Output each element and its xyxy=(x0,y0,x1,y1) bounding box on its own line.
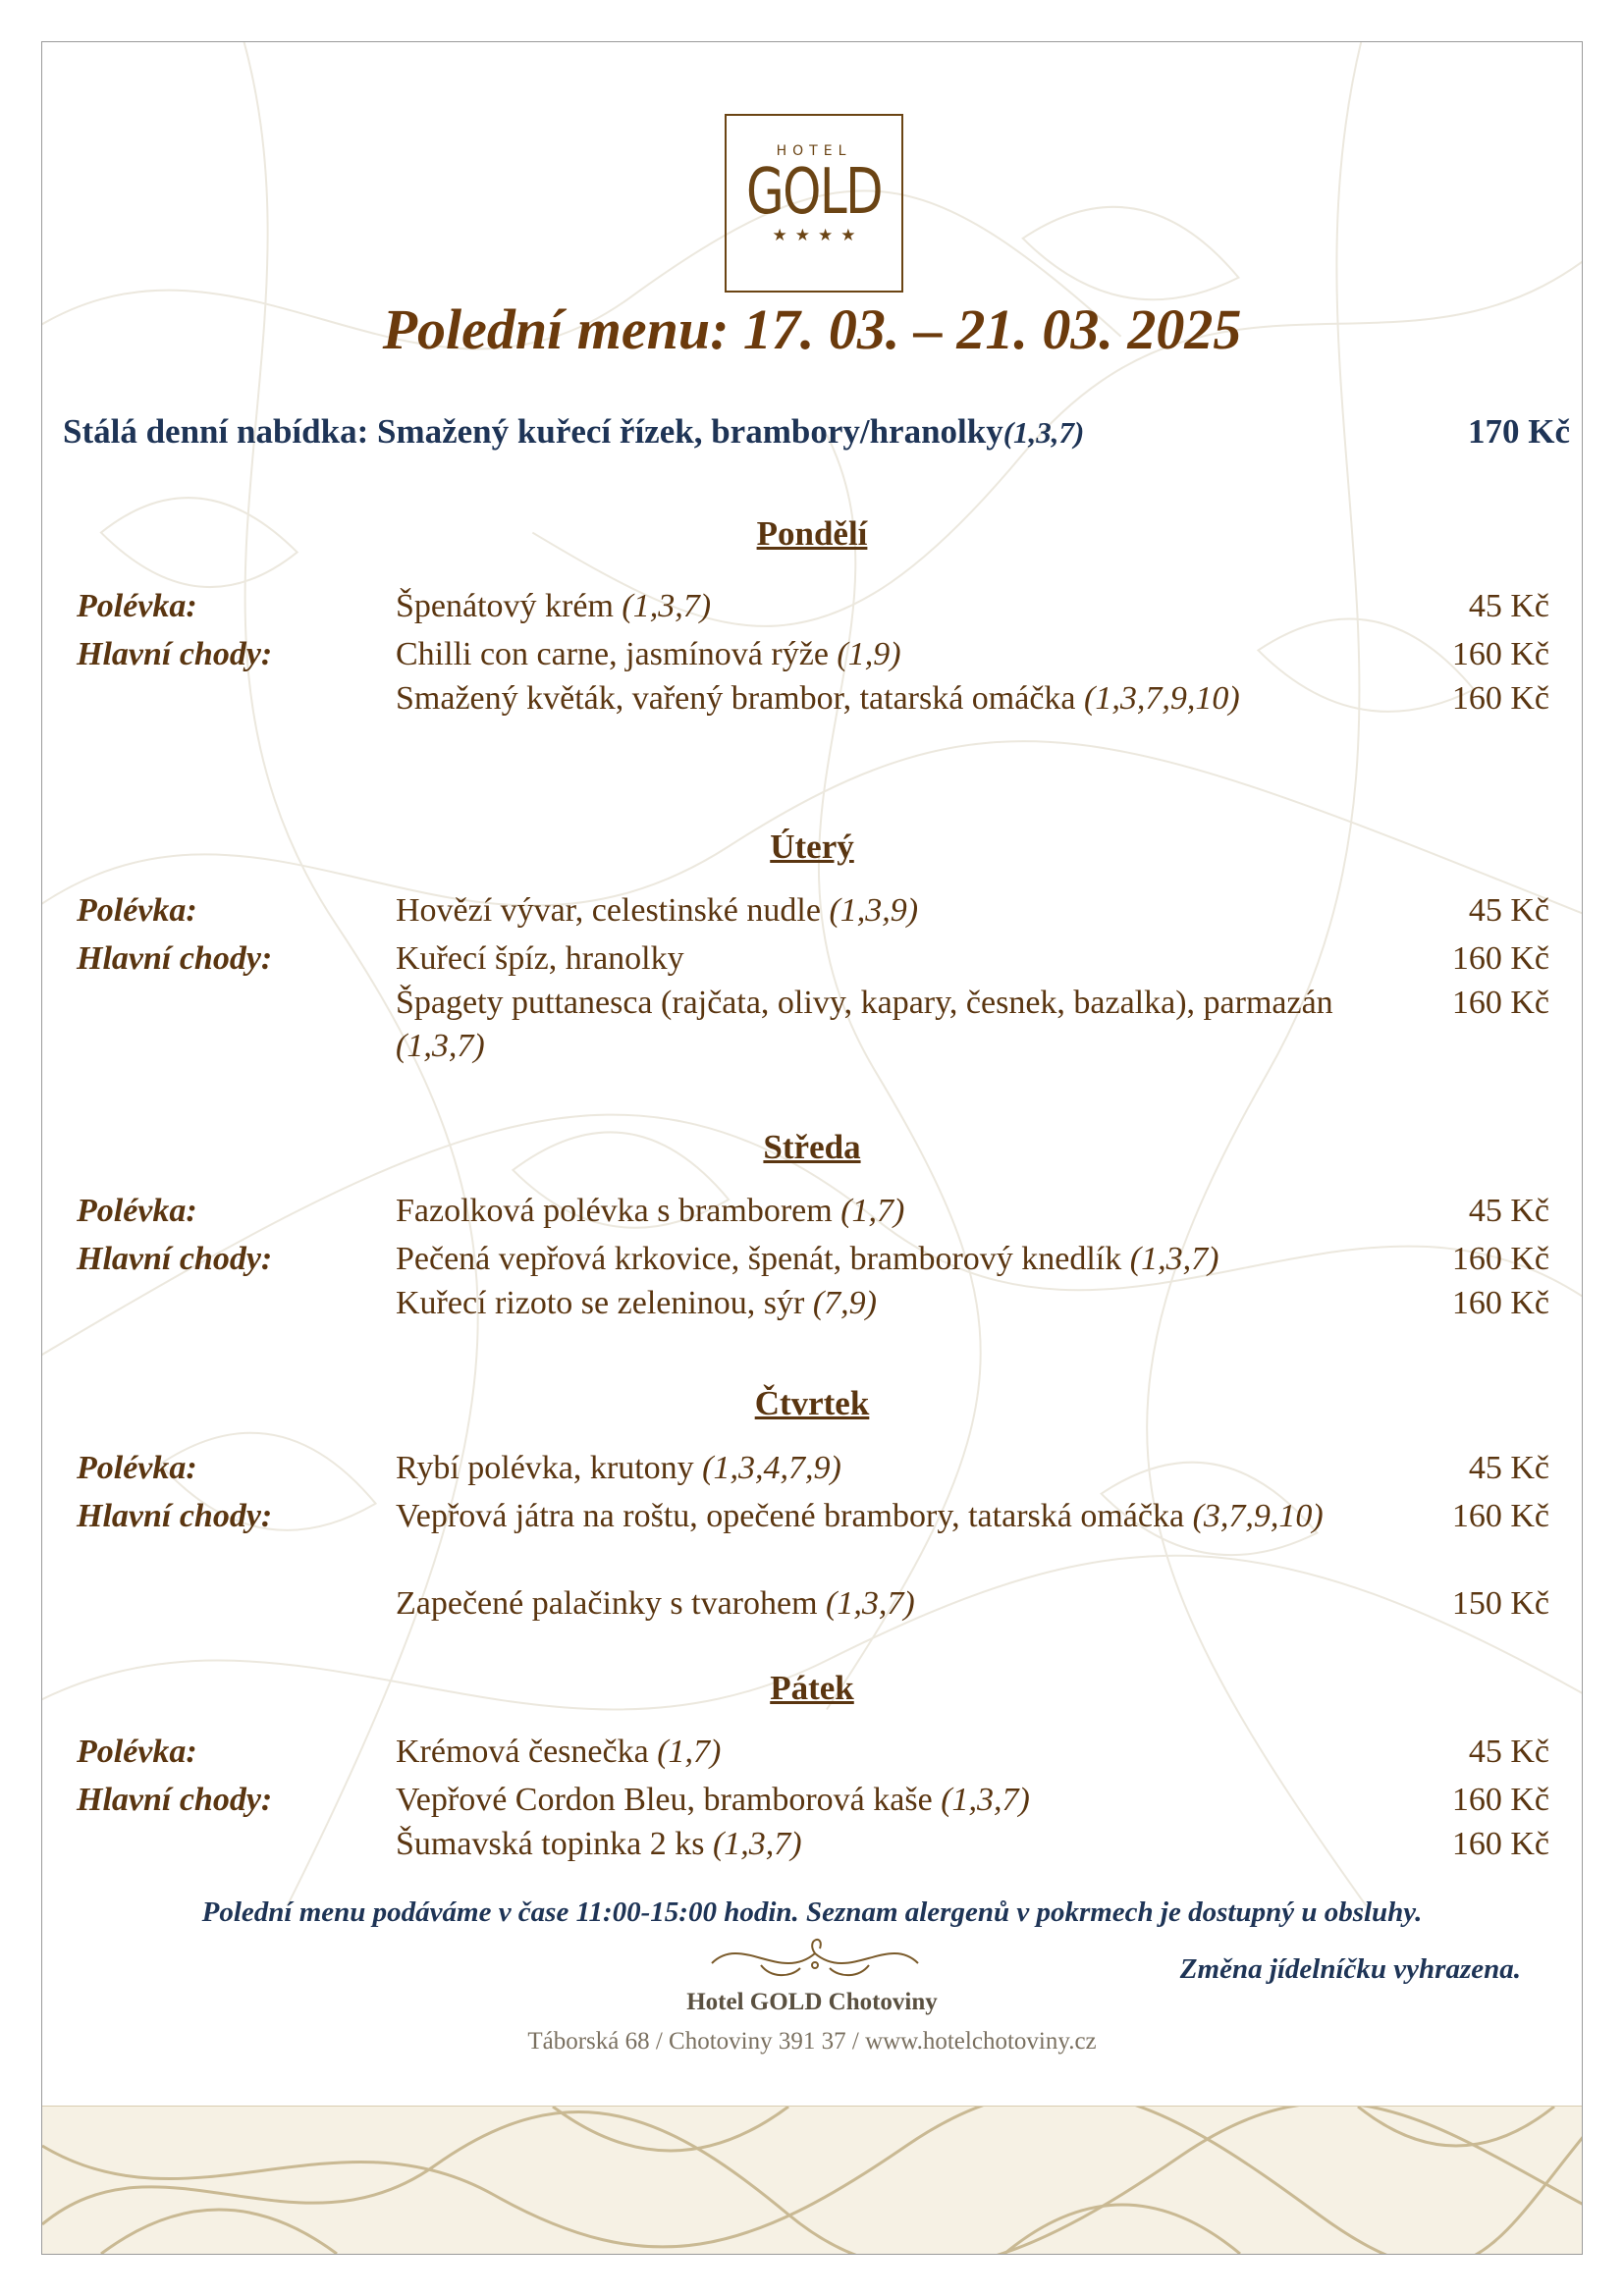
dish-price: 160 Kč xyxy=(1451,1826,1549,1862)
course-label: Polévka: xyxy=(77,1450,197,1486)
decorative-footer-band xyxy=(42,2106,1582,2254)
course-label: Polévka: xyxy=(77,1193,197,1229)
menu-change-note: Změna jídelníčku vyhrazena. xyxy=(1179,1953,1521,1985)
dish-name xyxy=(396,1779,1378,1822)
dish-allergens: (3,7,9,10) xyxy=(1192,1498,1324,1534)
logo-stars: ★★★★ xyxy=(772,226,864,244)
day-heading: Pátek xyxy=(770,1669,854,1707)
dish-name xyxy=(396,937,1378,981)
standing-offer-allergens: (1,3,7) xyxy=(1002,415,1085,450)
dish-price: 160 Kč xyxy=(1451,1782,1549,1818)
vine-pattern xyxy=(42,2107,1583,2254)
dish-allergens: (1,3,7) xyxy=(826,1585,915,1622)
footer-address: Táborská 68 / Chotoviny 391 37 / www.hotelchotoviny.cz xyxy=(527,2028,1097,2055)
dish-text: Vepřová játra na roštu, opečené brambory, tatarská omáčka xyxy=(396,1498,1193,1534)
dish-price: 45 Kč xyxy=(1468,588,1549,624)
dish-price: 160 Kč xyxy=(1451,985,1549,1021)
dish-text: Pečená vepřová krkovice, špenát, bramborový knedlík xyxy=(396,1241,1130,1277)
dish-name xyxy=(396,1190,1378,1233)
dish-name xyxy=(396,1282,1378,1325)
course-label: Hlavní chody: xyxy=(77,1782,273,1818)
dish-text: Hovězí vývar, celestinské nudle xyxy=(396,892,830,929)
dish-price: 160 Kč xyxy=(1451,636,1549,672)
dish-allergens: (1,3,7) xyxy=(396,1028,485,1064)
course-label: Hlavní chody: xyxy=(77,1498,273,1534)
dish-text: Vepřové Cordon Bleu, bramborová kaše xyxy=(396,1782,942,1818)
dish-text: Rybí polévka, krutony xyxy=(396,1450,703,1486)
dish-name xyxy=(396,1495,1378,1538)
dish-allergens: (1,3,7) xyxy=(1129,1241,1219,1277)
dish-allergens: (1,7) xyxy=(657,1734,722,1770)
serving-hours-note: Polední menu podáváme v čase 11:00-15:00 hodin. Seznam alergenů v pokrmech je dostupný u obsluhy. xyxy=(201,1896,1423,1928)
dish-price: 45 Kč xyxy=(1468,892,1549,929)
dish-price: 45 Kč xyxy=(1468,1450,1549,1486)
dish-allergens: (1,3,9) xyxy=(829,892,919,929)
day-heading: Úterý xyxy=(770,828,854,866)
dish-allergens: (7,9) xyxy=(812,1285,878,1321)
dish-name xyxy=(396,982,1378,1068)
standing-offer-price: 170 Kč xyxy=(1467,412,1570,451)
dish-allergens: (1,3,7,9,10) xyxy=(1084,680,1240,717)
course-label: Hlavní chody: xyxy=(77,636,273,672)
dish-price: 160 Kč xyxy=(1451,940,1549,977)
dish-name xyxy=(396,1238,1427,1281)
dish-price: 45 Kč xyxy=(1468,1193,1549,1229)
dish-text: Špagety puttanesca (rajčata, olivy, kapary, česnek, bazalka), parmazán xyxy=(396,985,1333,1021)
page-title: Polední menu: 17. 03. – 21. 03. 2025 xyxy=(382,297,1242,361)
dish-allergens: (1,7) xyxy=(840,1193,905,1229)
day-heading: Středa xyxy=(763,1128,861,1166)
hotel-gold-logo xyxy=(725,114,903,293)
course-label: Polévka: xyxy=(77,588,197,624)
dish-allergens: (1,3,7) xyxy=(941,1782,1030,1818)
dish-text: Zapečené palačinky s tvarohem xyxy=(396,1585,827,1622)
dish-name xyxy=(396,1731,1378,1774)
dish-price: 160 Kč xyxy=(1451,1498,1549,1534)
dish-allergens: (1,9) xyxy=(837,636,901,672)
day-heading: Pondělí xyxy=(756,514,868,553)
dish-name xyxy=(396,1447,1378,1490)
dish-text: Šumavská topinka 2 ks xyxy=(396,1826,713,1862)
dish-name xyxy=(396,633,1378,676)
dish-allergens: (1,3,4,7,9) xyxy=(702,1450,841,1486)
dish-text: Chilli con carne, jasmínová rýže xyxy=(396,636,838,672)
dish-name xyxy=(396,1823,1378,1866)
dish-price: 160 Kč xyxy=(1451,1241,1549,1277)
dish-allergens: (1,3,7) xyxy=(622,588,712,624)
course-label: Hlavní chody: xyxy=(77,1241,273,1277)
footer-hotel-name: Hotel GOLD Chotoviny xyxy=(686,1989,938,2015)
day-heading: Čtvrtek xyxy=(754,1384,870,1422)
dish-text: Kuřecí špíz, hranolky xyxy=(396,940,684,977)
dish-text: Fazolková polévka s bramborem xyxy=(396,1193,841,1229)
dish-text: Krémová česnečka xyxy=(396,1734,658,1770)
course-label: Polévka: xyxy=(77,1734,197,1770)
course-label: Polévka: xyxy=(77,892,197,929)
logo-hotel-text: HOTEL xyxy=(776,143,852,159)
dish-price: 45 Kč xyxy=(1468,1734,1549,1770)
course-label: Hlavní chody: xyxy=(77,940,273,977)
dish-name xyxy=(396,677,1378,721)
standing-offer xyxy=(63,412,1570,465)
dish-name xyxy=(396,1582,1378,1626)
dish-price: 160 Kč xyxy=(1451,680,1549,717)
flourish-ornament xyxy=(702,1924,928,1993)
logo-gold-text: GOLD xyxy=(746,156,882,229)
dish-price: 160 Kč xyxy=(1451,1285,1549,1321)
dish-text: Špenátový krém xyxy=(396,588,623,624)
dish-text: Kuřecí rizoto se zeleninou, sýr xyxy=(396,1285,813,1321)
dish-name xyxy=(396,585,1378,628)
dish-name xyxy=(396,889,1378,933)
dish-text: Smažený květák, vařený brambor, tatarská omáčka xyxy=(396,680,1085,717)
dish-price: 150 Kč xyxy=(1451,1585,1549,1622)
standing-offer-text: Stálá denní nabídka: Smažený kuřecí řízek, brambory/hranolky xyxy=(63,412,1003,451)
dish-allergens: (1,3,7) xyxy=(712,1826,802,1862)
